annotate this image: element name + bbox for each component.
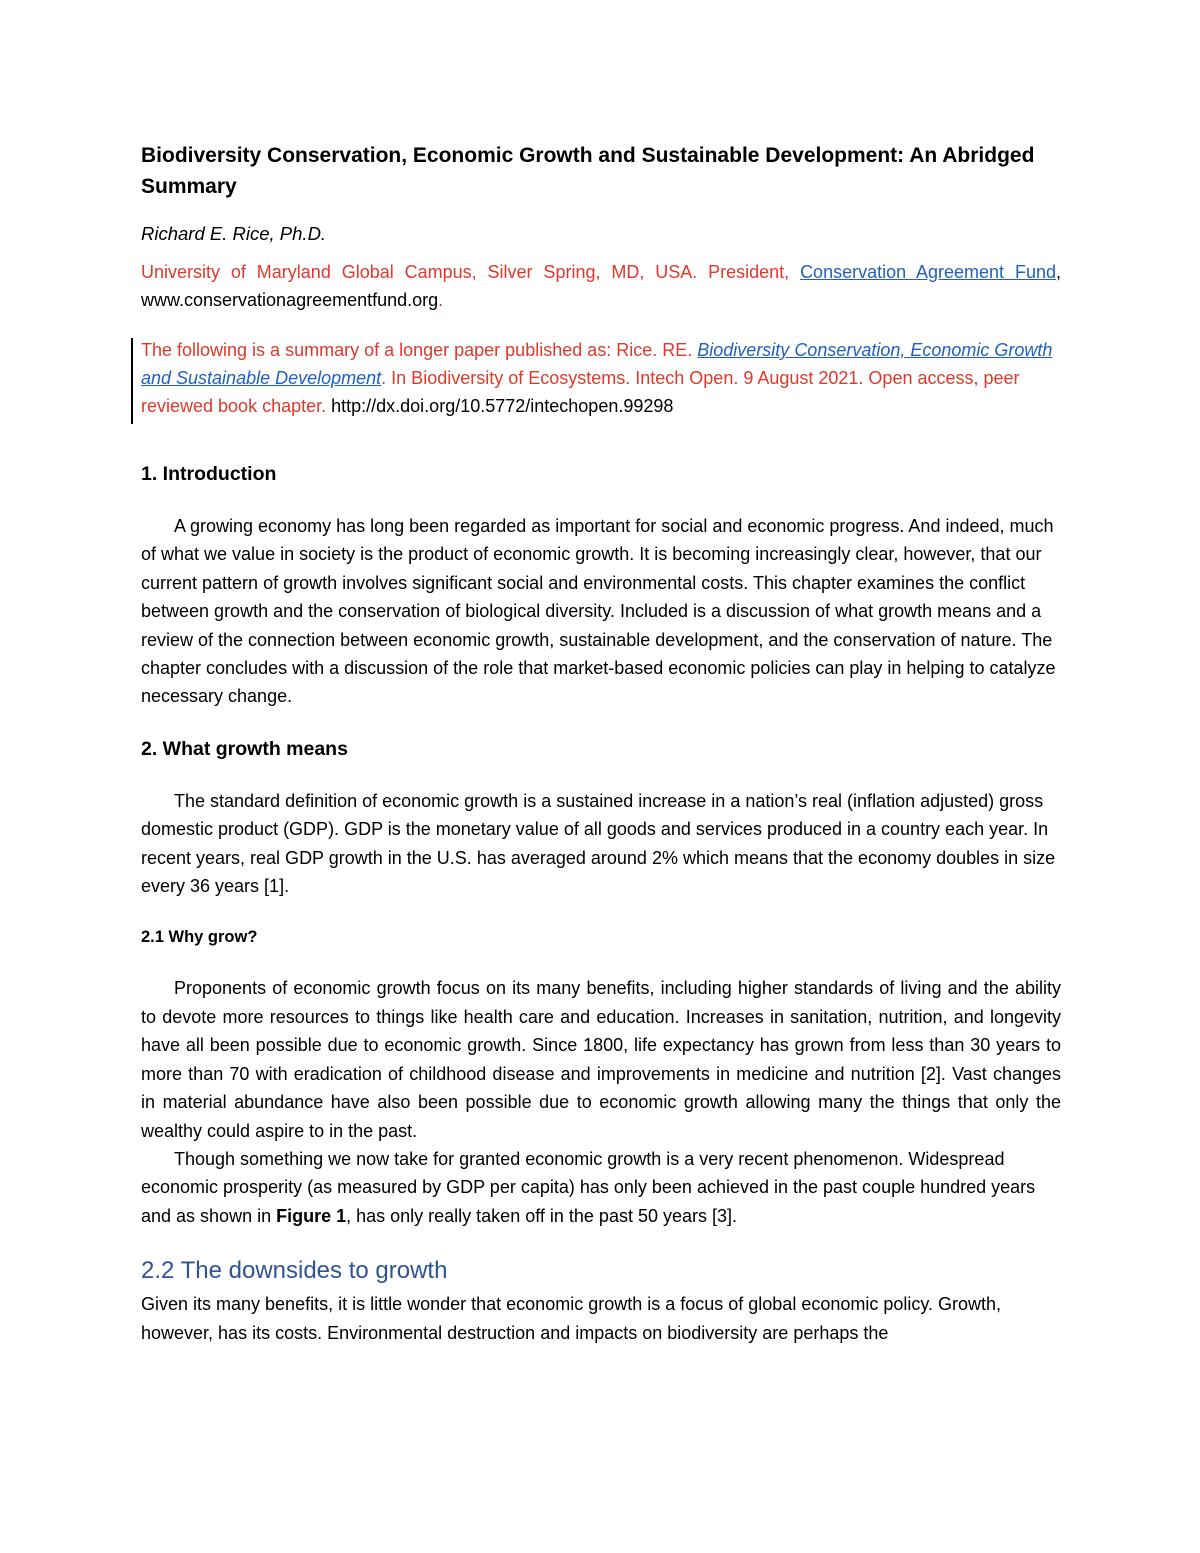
section-heading-what-growth-means: 2. What growth means: [141, 737, 348, 760]
subsection-heading-why-grow: 2.1 Why grow?: [141, 928, 258, 947]
affiliation: [141, 258, 1061, 314]
chapter-title-link[interactable]: Biodiversity Conservation, Economic Growth and Sustainable Development: [141, 340, 1053, 388]
doi-text: http://dx.doi.org/10.5772/intechopen.99298: [331, 396, 674, 416]
why-grow-paragraph-1: Proponents of economic growth focus on its many benefits, including higher standards of living and the ability to devote more resources to things like health care and education. Increases in sanitation, nutrition, and longevity have all been possible due to economic growth. Since 1800, life expectancy has grown from less than 30 years to more than 70 with eradication of childhood disease and improvements in medicine and nutrition [2]. Vast changes in material abundance have also been possible due to economic growth allowing many the things that only the wealthy could aspire to in the past.: [141, 978, 1061, 1141]
figure-1-reference: Figure 1: [276, 1205, 347, 1226]
publication-note-text: [141, 336, 1061, 420]
why-grow-paragraph-2-start: Though something we now take for granted economic growth is a very recent phenomenon. Widespread economic prosperity (as measured by GDP per capita) has only been achieved in the past couple hundred years and as shown in: [141, 1148, 1036, 1226]
note-suffix: . In Biodiversity of Ecosystems. Intech Open. 9 August 2021. Open access, peer reviewed book chapter.: [141, 368, 1020, 416]
publication-note: [141, 336, 1061, 420]
document-title: Biodiversity Conservation, Economic Growth and Sustainable Development: An Abridged Summary: [141, 144, 1035, 198]
why-grow-paragraph-2: [141, 1145, 1061, 1230]
affiliation-comma: ,: [1055, 262, 1061, 282]
website-text: www.conservationagreementfund.org: [141, 290, 439, 310]
author-name: Richard E. Rice, Ph.D.: [141, 223, 327, 244]
conservation-agreement-fund-link[interactable]: Conservation Agreement Fund: [800, 262, 1056, 282]
change-bar: [131, 338, 133, 424]
section-heading-introduction: 1. Introduction: [141, 463, 277, 485]
document-body: [141, 140, 1061, 1371]
subsection-heading-downsides: 2.2 The downsides to growth: [141, 1257, 448, 1285]
affiliation-end: .: [438, 290, 444, 310]
introduction-paragraph: A growing economy has long been regarded as important for social and economic progress. And indeed, much of what we value in society is the product of economic growth. It is becoming increasingly clear, however, that our current pattern of growth involves significant social and environmental costs. This chapter examines the conflict between growth and the conservation of biological diversity. Included is a discussion of what growth means and a review of the connection between economic growth, sustainable development, and the conservation of nature. The chapter concludes with a discussion of the role that market-based economic policies can play in helping to catalyze necessary change.: [141, 516, 1056, 707]
note-prefix: The following is a summary of a longer paper published as: Rice. RE.: [141, 340, 698, 360]
downsides-paragraph: Given its many benefits, it is little wonder that economic growth is a focus of global economic policy. Growth, however, has its costs. Environmental destruction and impacts on biodiversity are perhaps the: [141, 1294, 1002, 1343]
affiliation-text: University of Maryland Global Campus, Silver Spring, MD, USA. President,: [141, 262, 801, 282]
what-growth-means-paragraph: The standard definition of economic growth is a sustained increase in a nation’s real (inflation adjusted) gross domestic product (GDP). GDP is the monetary value of all goods and services produced in a country each year. In recent years, real GDP growth in the U.S. has averaged around 2% which means that the economy doubles in size every 36 years [1].: [141, 790, 1056, 897]
why-grow-paragraph-2-end: , has only really taken off in the past 50 years [3].: [346, 1205, 738, 1226]
